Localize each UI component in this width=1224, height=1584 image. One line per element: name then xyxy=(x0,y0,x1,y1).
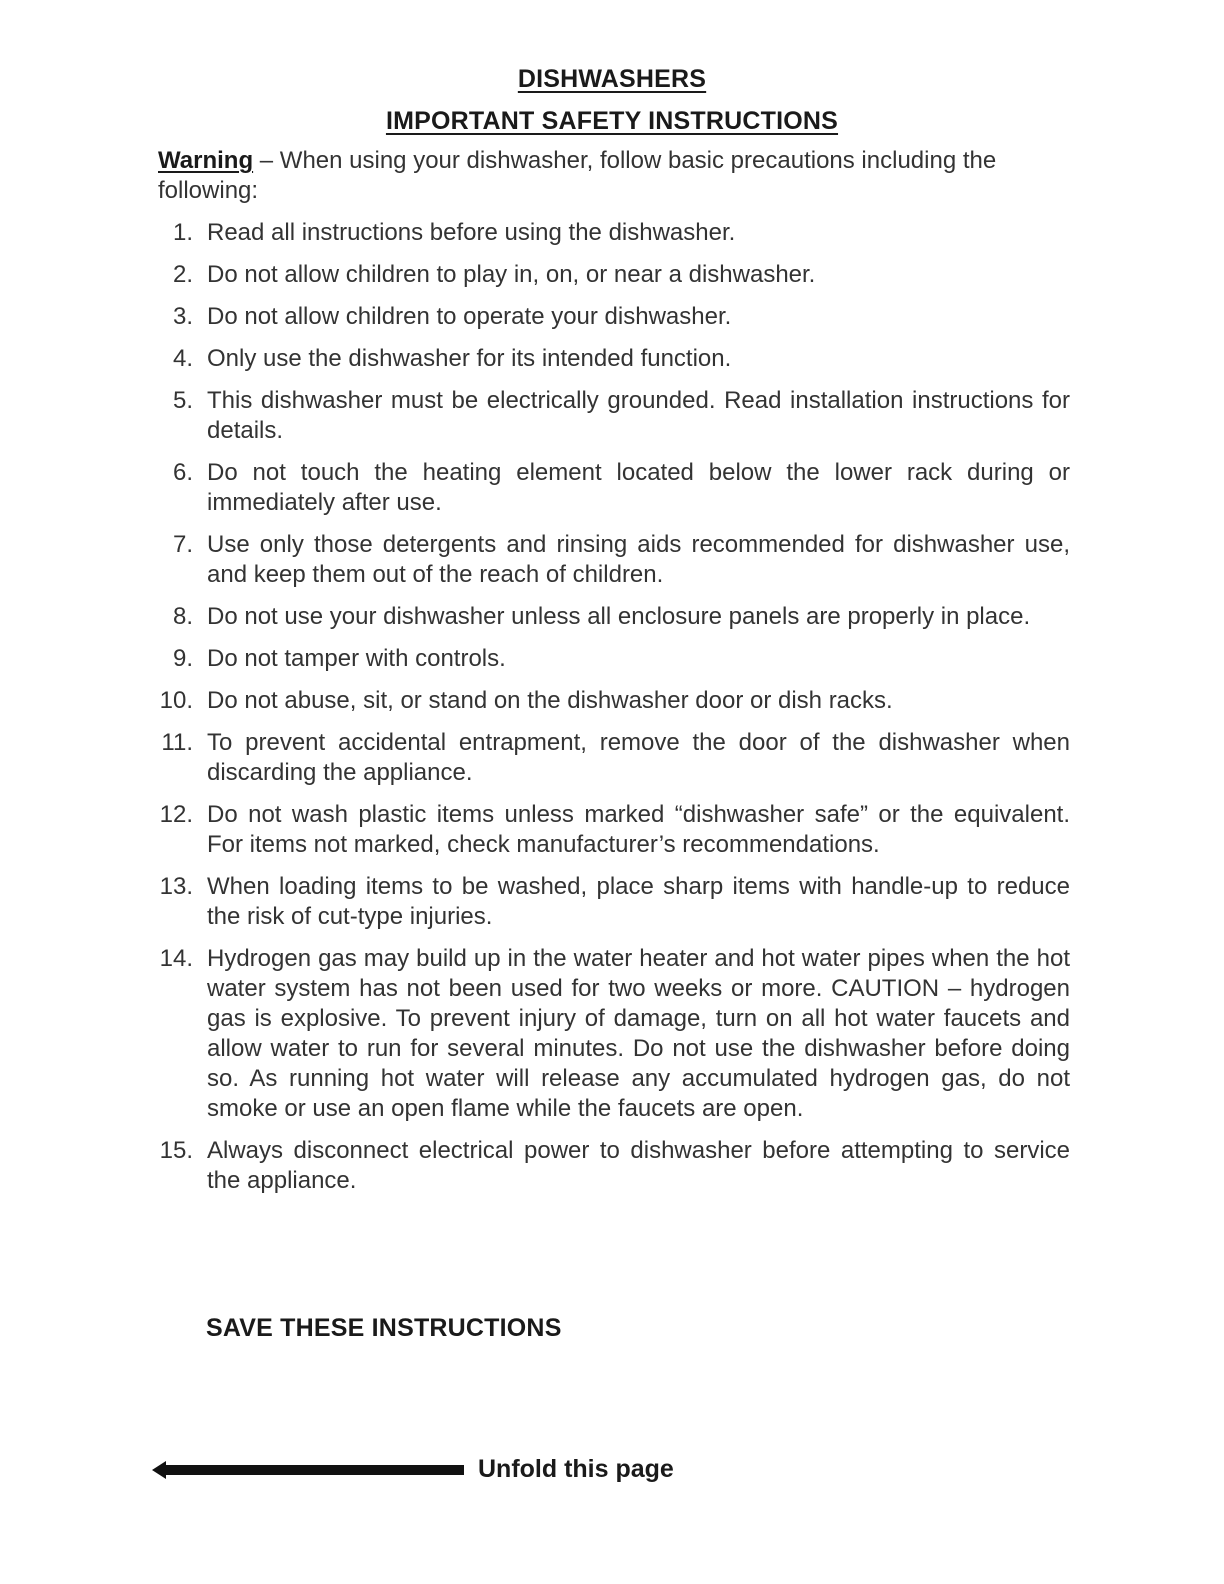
title-block xyxy=(0,60,1224,144)
instruction-item-11 xyxy=(150,728,1070,788)
instruction-number: 14. xyxy=(159,945,193,972)
warning-label: Warning xyxy=(158,147,254,174)
instruction-item-13 xyxy=(150,872,1070,932)
instruction-item-15 xyxy=(150,1136,1070,1196)
instruction-item-2 xyxy=(150,260,1070,290)
instruction-item-12 xyxy=(150,800,1070,860)
instruction-text: Do not use your dishwasher unless all enclosure panels are properly in place. xyxy=(207,603,1031,630)
instruction-text: Do not tamper with controls. xyxy=(207,645,506,672)
instruction-item-3 xyxy=(150,302,1070,332)
warning-text: – When using your dishwasher, follow basic precautions including the following: xyxy=(158,147,997,204)
instruction-number: 8. xyxy=(172,603,193,630)
instruction-text: Do not abuse, sit, or stand on the dishwasher door or dish racks. xyxy=(207,687,893,714)
instruction-text: Hydrogen gas may build up in the water heater and hot water pipes when the hot water system has not been used for two weeks or more. CAUTION – hydrogen gas is explosive. To prevent injury of damage, turn on all hot water faucets and allow water to run for several minutes. Do not use the dishwasher before doing so. As running hot water will release any accumulated hydrogen gas, do not smoke or use an open flame while the faucets are open. xyxy=(207,945,1070,1122)
instruction-text: Always disconnect electrical power to dishwasher before attempting to service the appliance. xyxy=(207,1137,1070,1194)
unfold-label: Unfold this page xyxy=(478,1455,674,1483)
instruction-item-8 xyxy=(150,602,1070,632)
document-subtitle: IMPORTANT SAFETY INSTRUCTIONS xyxy=(385,107,839,135)
save-instructions-heading: SAVE THESE INSTRUCTIONS xyxy=(206,1314,562,1342)
warning-paragraph xyxy=(158,146,1070,206)
instruction-item-4 xyxy=(150,344,1070,374)
instruction-text: Do not allow children to play in, on, or near a dishwasher. xyxy=(207,261,816,288)
instruction-number: 7. xyxy=(172,531,193,558)
instruction-number: 15. xyxy=(159,1137,193,1164)
instruction-number: 5. xyxy=(172,387,193,414)
instruction-number: 10. xyxy=(159,687,193,714)
instruction-text: Read all instructions before using the dishwasher. xyxy=(207,219,736,246)
instruction-item-6 xyxy=(150,458,1070,518)
instruction-item-9 xyxy=(150,644,1070,674)
instruction-item-5 xyxy=(150,386,1070,446)
instruction-number: 11. xyxy=(161,729,193,756)
instruction-number: 6. xyxy=(172,459,193,486)
instruction-text: To prevent accidental entrapment, remove the door of the dishwasher when discarding the appliance. xyxy=(207,729,1070,786)
instruction-number: 2. xyxy=(172,261,193,288)
instruction-number: 13. xyxy=(159,873,193,900)
instruction-number: 1. xyxy=(172,219,193,246)
instruction-item-1 xyxy=(150,218,1070,248)
instruction-number: 3. xyxy=(172,303,193,330)
instruction-text: Do not touch the heating element located below the lower rack during or immediately after use. xyxy=(207,459,1070,516)
instruction-item-10 xyxy=(150,686,1070,716)
instruction-text: When loading items to be washed, place sharp items with handle-up to reduce the risk of cut-type injuries. xyxy=(207,873,1070,930)
instruction-number: 9. xyxy=(172,645,193,672)
document-title: DISHWASHERS xyxy=(517,65,707,93)
instruction-number: 4. xyxy=(172,345,193,372)
instruction-text: Use only those detergents and rinsing aids recommended for dishwasher use, and keep them out of the reach of children. xyxy=(207,531,1070,588)
instruction-text: Only use the dishwasher for its intended function. xyxy=(207,345,732,372)
instruction-item-14 xyxy=(150,944,1070,1124)
instruction-item-7 xyxy=(150,530,1070,590)
unfold-indicator xyxy=(152,1452,712,1488)
instruction-text: Do not wash plastic items unless marked “dishwasher safe” or the equivalent. For items not marked, check manufacturer’s recommendations. xyxy=(207,801,1070,858)
instruction-text: This dishwasher must be electrically grounded. Read installation instructions for details. xyxy=(207,387,1070,444)
instruction-number: 12. xyxy=(159,801,193,828)
left-arrow-icon xyxy=(152,1460,464,1480)
instruction-text: Do not allow children to operate your dishwasher. xyxy=(207,303,732,330)
instruction-list xyxy=(150,218,1070,1208)
